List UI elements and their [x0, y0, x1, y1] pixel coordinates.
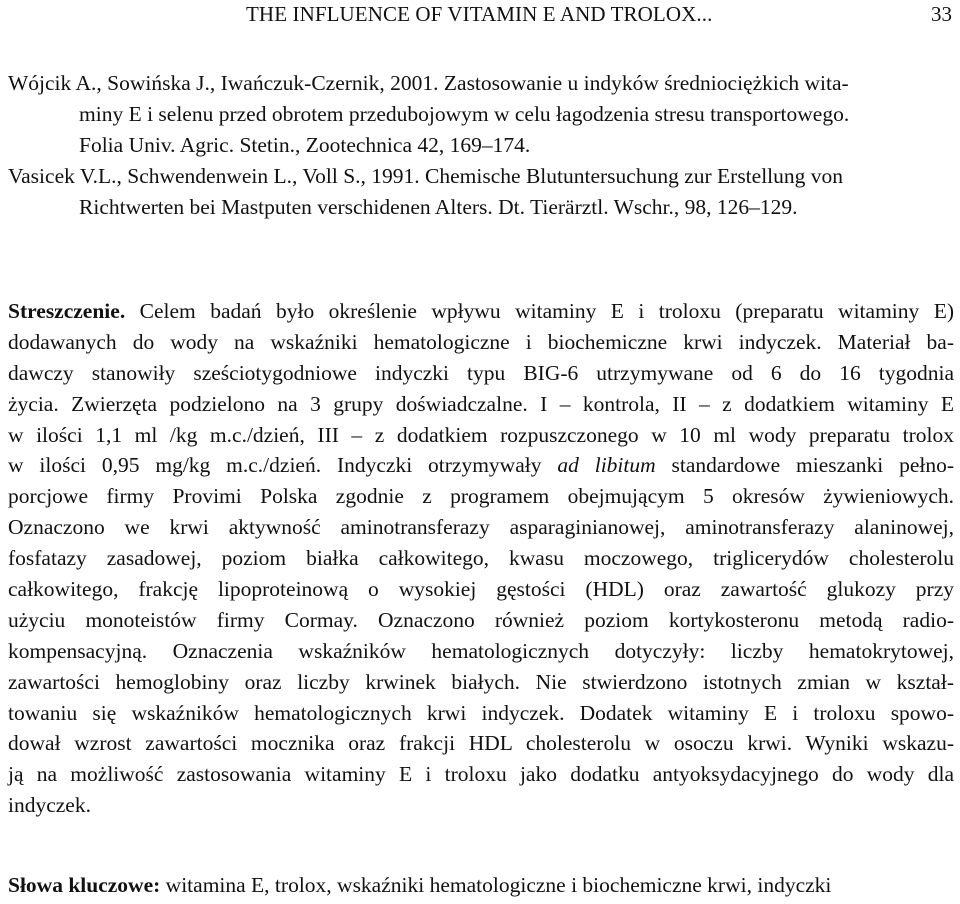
- abstract-line: fosfatazy zasadowej, poziom białka całkowitego, kwasu moczowego, triglicerydów cholesterolu: [8, 546, 954, 571]
- abstract-text: standardowe mieszanki pełno-: [655, 453, 955, 478]
- abstract-line: ją na możliwość zastosowania witaminy E i troloxu jako dodatku antyoksydacyjnego do wody dla: [8, 762, 954, 787]
- abstract-line: indyczek.: [8, 793, 91, 818]
- keywords-text: witamina E, trolox, wskaźniki hematologiczne i biochemiczne krwi, indyczki: [160, 873, 832, 897]
- abstract-line: zawartości hemoglobiny oraz liczby krwinek białych. Nie stwierdzono istotnych zmian w kształ-: [8, 669, 954, 694]
- abstract-line: [8, 450, 954, 481]
- running-title: THE INFLUENCE OF VITAMIN E AND TROLOX...: [246, 2, 713, 26]
- reference-line: Richtwerten bei Mastputen verschidenen Alters. Dt. Tierärztl. Wschr., 98, 126–129.: [79, 195, 798, 219]
- keywords-label: Słowa kluczowe:: [8, 873, 161, 897]
- abstract-line: dawczy stanowiły sześciotygodniowe indyczki typu BIG-6 utrzymywane od 6 do 16 tygodnia: [8, 360, 954, 385]
- abstract-line: porcjowe firmy Provimi Polska zgodnie z programem obejmującym 5 okresów żywieniowych.: [8, 484, 954, 509]
- abstract-line: kompensacyjną. Oznaczenia wskaźników hematologicznych dotyczyły: liczby hematokrytowej,: [8, 638, 954, 663]
- abstract-text: w ilości 0,95 mg/kg m.c./dzień. Indyczki otrzymywały: [8, 453, 558, 478]
- reference-line: Folia Univ. Agric. Stetin., Zootechnica 42, 169–174.: [79, 133, 531, 157]
- keywords: [8, 870, 954, 900]
- abstract-line: [8, 296, 954, 327]
- abstract-text: Celem badań było określenie wpływu witaminy E i troloxu (preparatu witaminy E): [125, 299, 954, 323]
- page-number: 33: [931, 2, 952, 26]
- abstract-line: Oznaczono we krwi aktywność aminotransferazy asparaginianowej, aminotransferazy alaninowej,: [8, 515, 954, 540]
- reference-line: Wójcik A., Sowińska J., Iwańczuk-Czernik, 2001. Zastosowanie u indyków średniociężkich wita-: [8, 71, 849, 95]
- abstract-line: towaniu się wskaźników hematologicznych krwi indyczek. Dodatek witaminy E i troloxu spowo-: [8, 700, 954, 725]
- reference-entry: [8, 161, 956, 223]
- abstract-label: Streszczenie.: [8, 299, 126, 323]
- running-header: [0, 2, 960, 30]
- abstract: [8, 296, 954, 821]
- reference-list: [8, 68, 956, 223]
- abstract-line: dodawanych do wody na wskaźniki hematologiczne i biochemiczne krwi indyczek. Materiał ba-: [8, 329, 954, 354]
- abstract-italic-phrase: ad libitum: [557, 453, 656, 478]
- reference-line: Vasicek V.L., Schwendenwein L., Voll S., 1991. Chemische Blutuntersuchung zur Erstellung von: [8, 164, 844, 188]
- abstract-line: dował wzrost zawartości mocznika oraz frakcji HDL cholesterolu w osoczu krwi. Wyniki wskazu-: [8, 731, 954, 756]
- reference-entry: [8, 68, 956, 161]
- abstract-line: użyciu monoteistów firmy Cormay. Oznaczono również poziom kortykosteronu metodą radio-: [8, 607, 954, 632]
- abstract-line: w ilości 1,1 ml /kg m.c./dzień, III – z dodatkiem rozpuszczonego w 10 ml wody preparatu trolox: [8, 422, 954, 447]
- reference-line: miny E i selenu przed obrotem przedubojowym w celu łagodzenia stresu transportowego.: [79, 102, 850, 126]
- abstract-line: całkowitego, frakcję lipoproteinową o wysokiej gęstości (HDL) oraz zawartość glukozy przy: [8, 577, 954, 602]
- abstract-line: życia. Zwierzęta podzielono na 3 grupy doświadczalne. I – kontrola, II – z dodatkiem witaminy E: [8, 391, 954, 416]
